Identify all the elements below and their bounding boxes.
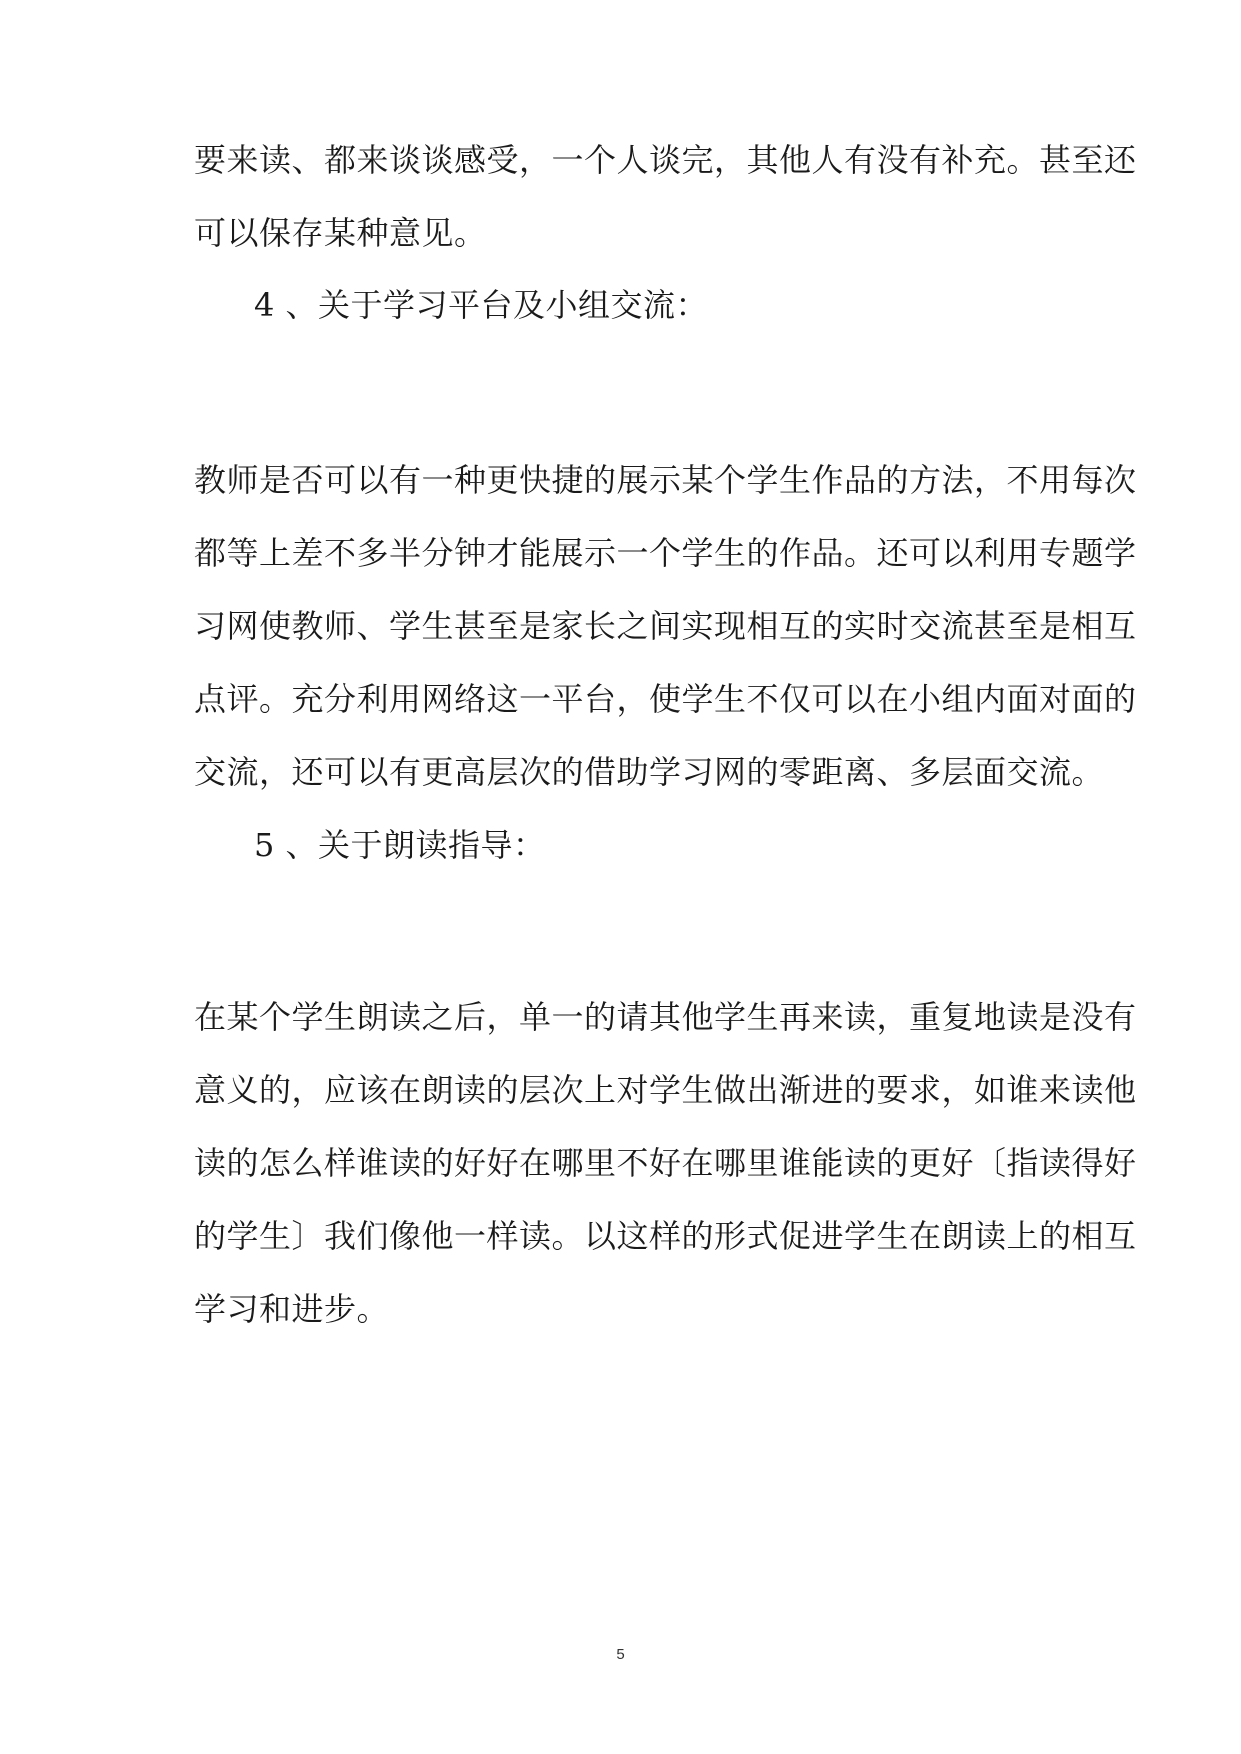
paragraph-line: 可以保存某种意见。 — [194, 214, 487, 252]
section-heading-4: 4 、关于学习平台及小组交流： — [254, 286, 709, 324]
paragraph-line: 意义的，应该在朗读的层次上对学生做出渐进的要求，如谁来读他 — [194, 1071, 1137, 1109]
paragraph-line: 的学生〕我们像他一样读。以这样的形式促进学生在朗读上的相互 — [194, 1217, 1137, 1255]
paragraph-line: 都等上差不多半分钟才能展示一个学生的作品。还可以利用专题学 — [194, 534, 1137, 572]
paragraph-line: 读的怎么样谁读的好好在哪里不好在哪里谁能读的更好〔指读得好 — [194, 1144, 1137, 1182]
paragraph-line: 习网使教师、学生甚至是家长之间实现相互的实时交流甚至是相互 — [194, 607, 1137, 645]
paragraph-line: 学习和进步。 — [194, 1290, 390, 1328]
paragraph-line: 教师是否可以有一种更快捷的展示某个学生作品的方法，不用每次 — [194, 461, 1137, 499]
paragraph-line: 交流，还可以有更高层次的借助学习网的零距离、多层面交流。 — [194, 753, 1105, 791]
paragraph-line: 在某个学生朗读之后，单一的请其他学生再来读，重复地读是没有 — [194, 998, 1137, 1036]
section-heading-5: 5 、关于朗读指导： — [254, 826, 546, 864]
paragraph-line: 要来读、都来谈谈感受，一个人谈完，其他人有没有补充。甚至还 — [194, 141, 1137, 179]
page-number: 5 — [616, 1646, 625, 1663]
paragraph-line: 点评。充分利用网络这一平台，使学生不仅可以在小组内面对面的 — [194, 680, 1137, 718]
